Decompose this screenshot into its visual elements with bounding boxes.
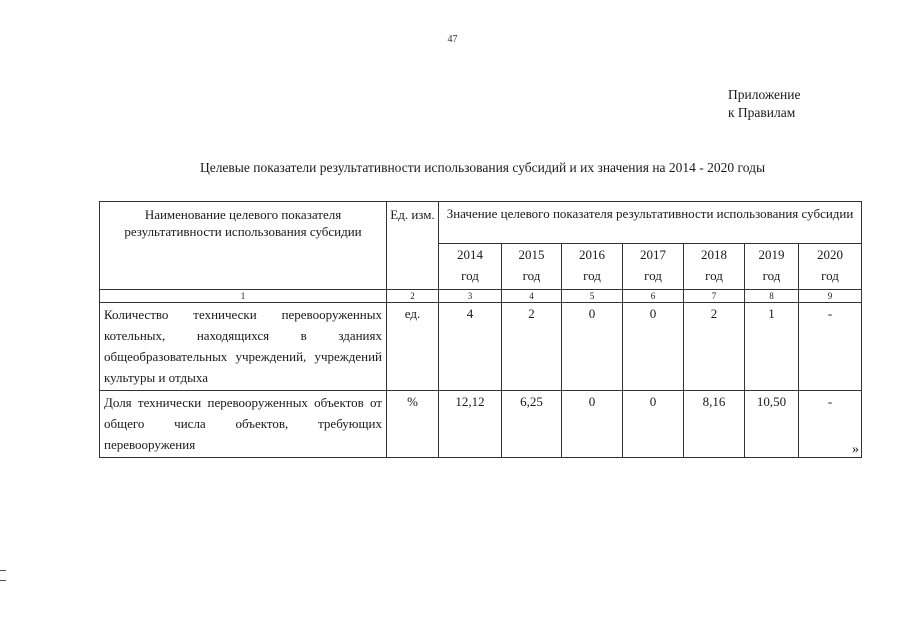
column-number: 5 bbox=[562, 290, 623, 303]
header-indicator-name: Наименование целевого показателя результативности использования субсидии bbox=[100, 202, 387, 290]
year-label: год bbox=[522, 268, 541, 284]
header-year-2018 bbox=[684, 244, 745, 290]
column-number: 1 bbox=[100, 290, 387, 303]
column-number-row bbox=[100, 290, 862, 303]
year-number: 2020 bbox=[817, 247, 843, 263]
value-2014: 12,12 bbox=[439, 391, 502, 458]
value-2015: 6,25 bbox=[502, 391, 562, 458]
year-number: 2019 bbox=[758, 247, 785, 263]
document-title: Целевые показатели результативности использования субсидий и их значения на 2014 - 2020 годы bbox=[199, 160, 766, 175]
year-number: 2018 bbox=[701, 247, 727, 263]
value-2016: 0 bbox=[562, 303, 623, 391]
value-2020: - bbox=[799, 303, 862, 391]
year-label: год bbox=[705, 268, 723, 284]
header-indicator-value: Значение целевого показателя результативности использования субсидии bbox=[439, 202, 862, 244]
appendix-caption bbox=[728, 86, 800, 122]
column-number: 3 bbox=[439, 290, 502, 303]
year-label: год bbox=[583, 268, 601, 284]
column-number: 6 bbox=[623, 290, 684, 303]
column-number: 7 bbox=[684, 290, 745, 303]
year-label: год bbox=[821, 268, 839, 284]
column-number: 8 bbox=[745, 290, 799, 303]
scan-edge-mark bbox=[0, 570, 6, 571]
year-number: 2016 bbox=[579, 247, 605, 263]
value-2018: 8,16 bbox=[684, 391, 745, 458]
value-2015: 2 bbox=[502, 303, 562, 391]
header-unit: Ед. изм. bbox=[387, 202, 439, 290]
appendix-line-2: к Правилам bbox=[728, 105, 796, 120]
year-label: год bbox=[762, 268, 781, 284]
header-row-1 bbox=[100, 202, 862, 244]
header-year-2014 bbox=[439, 244, 502, 290]
year-label: год bbox=[461, 268, 479, 284]
indicator-unit: ед. bbox=[387, 303, 439, 391]
scan-edge-mark bbox=[0, 580, 6, 581]
table-row-boiler-count bbox=[100, 303, 862, 391]
year-number: 2014 bbox=[457, 247, 483, 263]
header-year-2020 bbox=[799, 244, 862, 290]
indicators-table bbox=[99, 201, 862, 458]
document-title-wrap bbox=[0, 160, 905, 176]
header-year-2019 bbox=[745, 244, 799, 290]
value-2020: - bbox=[799, 391, 862, 458]
column-number: 4 bbox=[502, 290, 562, 303]
appendix-line-1: Приложение bbox=[728, 87, 801, 102]
table-row-share bbox=[100, 391, 862, 458]
value-2017: 0 bbox=[623, 303, 684, 391]
indicator-unit: % bbox=[387, 391, 439, 458]
header-year-2015 bbox=[502, 244, 562, 290]
year-label: год bbox=[644, 268, 662, 284]
closing-quote: » bbox=[852, 442, 859, 457]
header-year-2017 bbox=[623, 244, 684, 290]
value-2019: 10,50 bbox=[745, 391, 799, 458]
column-number: 2 bbox=[387, 290, 439, 303]
value-2018: 2 bbox=[684, 303, 745, 391]
indicator-name: Количество технически перевооруженных котельных, находящихся в зданиях общеобразовательных учреждений, учреждений культуры и отдыха bbox=[100, 303, 387, 391]
value-2014: 4 bbox=[439, 303, 502, 391]
header-year-2016 bbox=[562, 244, 623, 290]
page-number: 47 bbox=[447, 34, 458, 45]
year-number: 2015 bbox=[518, 247, 545, 263]
year-number: 2017 bbox=[640, 247, 666, 263]
indicator-name: Доля технически перевооруженных объектов от общего числа объектов, требующих перевооружения bbox=[100, 391, 387, 458]
value-2017: 0 bbox=[623, 391, 684, 458]
column-number: 9 bbox=[799, 290, 862, 303]
value-2016: 0 bbox=[562, 391, 623, 458]
value-2019: 1 bbox=[745, 303, 799, 391]
